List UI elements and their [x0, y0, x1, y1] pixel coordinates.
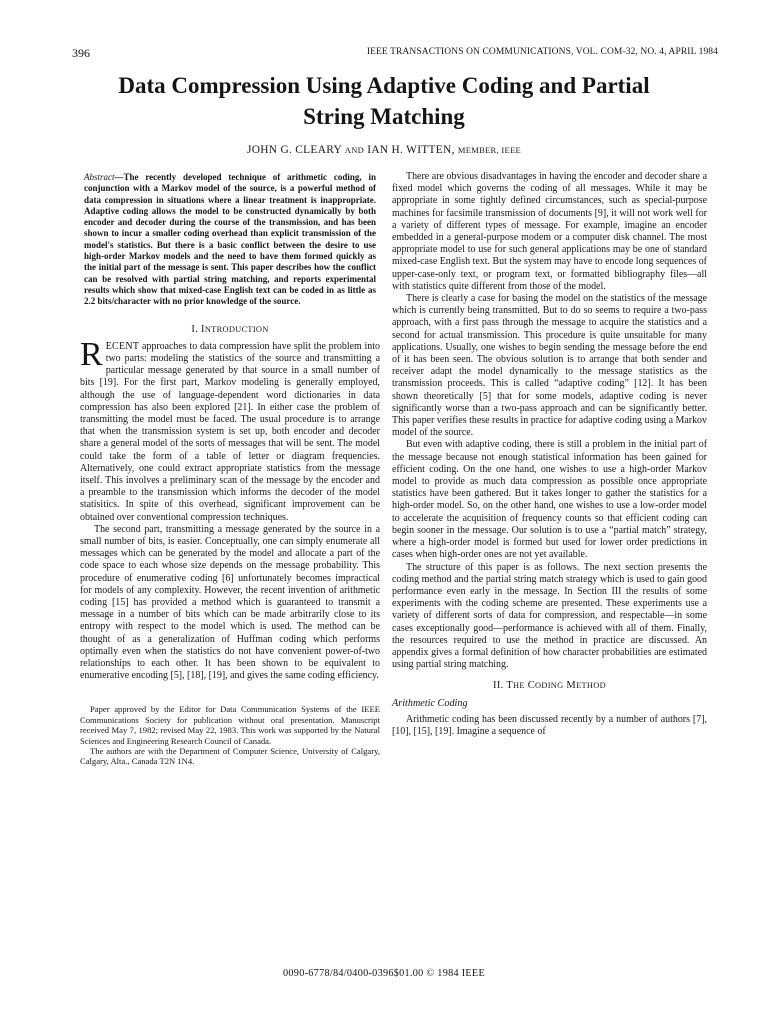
right-paragraph-5: Arithmetic coding has been discussed recently by a number of authors [7], [10], [15], [19]. Imagine a sequence of: [392, 713, 707, 737]
drop-cap: R: [80, 335, 103, 373]
author-1: JOHN G. CLEARY: [247, 144, 342, 156]
right-paragraph-1: There are obvious disadvantages in having the encoder and decoder share a fixed model which governs the coding of all messages. While it may be appropriate in some tightly defined circumstances, such as special-purpose machines for facsimile transmission of documents [9], it will not work well for a variety of different types of message. For example, imagine an encoder embedded in a general-purpose modem or a computer disk channel. The most appropriate model to use for such general applications may be one of standard mixed-case English text. But the system may have to encode long sequences of upper-case-only text, or program text, or formatted bibliography files—all with statistics quite different from those of the model.: [392, 171, 707, 292]
intro-paragraph-1-text: approaches to data compression have split the problem into two parts: modeling the statistics of the source and transmitting a particular message generated by that source in a small number of bits [19]. For the first part, Markov modeling is generally employed, although the use of language-dependent word dictionaries in data compression has also been explored [21]. In either case the problem of transmitting the model must be faced. The usual procedure is to arrange that when the transmission system is set up, both encoder and decoder share a general model of the sorts of messages that will be sent. The model could take the form of a table of letter or diagram frequencies. Alternatively, one could extract appropriate statistics from the message itself. This involves a preliminary scan of the message by the encoder and a preamble to the transmission which informs the decoder of the model statisitics. In spite of this overhead, significant improvement can be obtained over conventional compression techniques.: [80, 340, 380, 523]
subsection-heading-arithmetic-coding: Arithmetic Coding: [392, 697, 468, 709]
left-column: [80, 172, 380, 767]
footnote-approval: Paper approved by the Editor for Data Communication Systems of the IEEE Communications Society for publication without oral presentation. Manuscript received May 7, 1982; revised May 22, 1983. This work was supported by the Natural Sciences and Engineering Research Council of Canada.: [80, 704, 380, 746]
author-2: IAN H. WITTEN,: [367, 144, 455, 156]
author-line: [60, 144, 708, 156]
section-heading-introduction: [80, 324, 380, 336]
footer-code: 0090-6778/84/0400-0396$01.00 © 1984 IEEE: [283, 968, 485, 979]
abstract-lead: Abstract: [84, 172, 115, 182]
right-paragraph-2: There is clearly a case for basing the model on the statistics of the message which is currently being transmitted. But to do so seems to require a two-pass approach, with a first pass through the message to acquire the statistics and a second for actual transmission. This procedure is quite unsuitable for many applications. Usually, one wishes to begin sending the message before the end of it has been seen. The obvious solution is to arrange that both sender and receiver adapt the model dynamically to the message statistics as the transmission proceeds. This is called “adaptive coding” [12]. It has been shown theoretically [5] that for some models, adaptive coding is never significantly worse than a two-pass approach and can be significantly better. This paper verifies these results in practice for adaptive coding using a Markov model of the source.: [392, 293, 707, 439]
right-paragraph-4: The structure of this paper is as follows. The next section presents the coding method and the partial string match strategy which is used to gain good performance even early in the message. In Section III the results of some experiments with the coding scheme are presented. These experiments use a variety of different sorts of data for compression, and respectable—in some cases exceptionally good—performance is achieved with all of them. Finally, the resources required to use the method in practice are discussed. An appendix gives a formal definition of how character probabilities are estimated using partial string matching.: [392, 561, 707, 671]
section2-m: M: [563, 680, 577, 692]
paper-title: [60, 70, 708, 132]
section2-c: C: [524, 680, 536, 692]
abstract-text: —The recently developed technique of arithmetic coding, in conjunction with a Markov model of the source, is a powerful method of data compression in situations where a linear treatment is inappropriate. Adaptive coding allows the model to be constructed dynamically by both encoder and decoder during the course of the transmission, and has been shown to incur a smaller coding overhead than explicit transmission of the model's statistics. But there is a basic conflict between the desire to use high-order Markov models and the need to have them formed quickly as the initial part of the message is sent. This paper describes how the conflict can be resolved with partial string matching, and reports experimental results which show that mixed-case English text can be coded in as little as 2.2 bits/character with no prior knowledge of the source.: [84, 172, 376, 307]
section2-numeral: II. T: [493, 680, 514, 692]
footnote-affiliation: The authors are with the Department of Computer Science, University of Calgary, Calgary, Alta., Canada T2N 1N4.: [80, 746, 380, 767]
abstract: [80, 172, 380, 308]
journal-header: IEEE TRANSACTIONS ON COMMUNICATIONS, VOL. COM-32, NO. 4, APRIL 1984: [366, 47, 718, 57]
section-heading-coding-method: [392, 680, 707, 692]
intro-paragraph-2: The second part, transmitting a message generated by the source in a small number of bits, is easier. Conceptually, one can simply enumerate all messages which can be generated by the model and allocate a part of the code space to each whose size depends on the message probability. This procedure of enumerative coding [6] unfortunately becomes impractical for models of any complexity. However, the recent invention of arithmetic coding [15] has provided a method which is guaranteed to transmit a message in a number of bits which can be made arbitrarily close to its entropy with respect to the model which is used. The method can be thought of as a generalization of Huffman coding which performs optimally even when the statistics do not have convenient power-of-two relationships to each other. It has been shown to be equivalent to enumerative encoding [5], [18], [19], and gives the same coding efficiency.: [80, 523, 380, 682]
title-line-2: String Matching: [303, 104, 465, 129]
section2-word-the: HE: [513, 681, 525, 691]
page-number: 396: [72, 46, 90, 60]
author-conjunction: AND: [344, 145, 365, 155]
section2-word-method: ETHOD: [576, 681, 606, 691]
section2-word-coding: ODING: [535, 681, 564, 691]
right-paragraph-3: But even with adaptive coding, there is still a problem in the initial part of the message because not enough statistical information has been gained for efficient coding. On the one hand, one wishes to use a high-order Markov model to provide as much data compression as possible once appropriate statistics have been gathered. But it takes longer to gather the statistics for a high-order model. So, on the other hand, one wishes to use a low-order model to accelerate the acquisition of frequency counts so that efficient coding can begin sooner in the message. Our solution is to use a “partial match” strategy, where a high-order model is formed but used for lower order predictions in cases when high-order ones are not yet available.: [392, 439, 707, 561]
section1-numeral: I. I: [191, 323, 205, 335]
intro-paragraph-1: [80, 335, 380, 524]
title-line-1: Data Compression Using Adaptive Coding and Partial: [118, 73, 650, 98]
intro-lead-word: ECENT: [105, 340, 140, 352]
right-column: [392, 171, 707, 738]
author-membership: MEMBER, IEEE: [457, 145, 521, 155]
section1-heading-rest: NTRODUCTION: [204, 324, 269, 334]
footnotes: [80, 704, 380, 766]
